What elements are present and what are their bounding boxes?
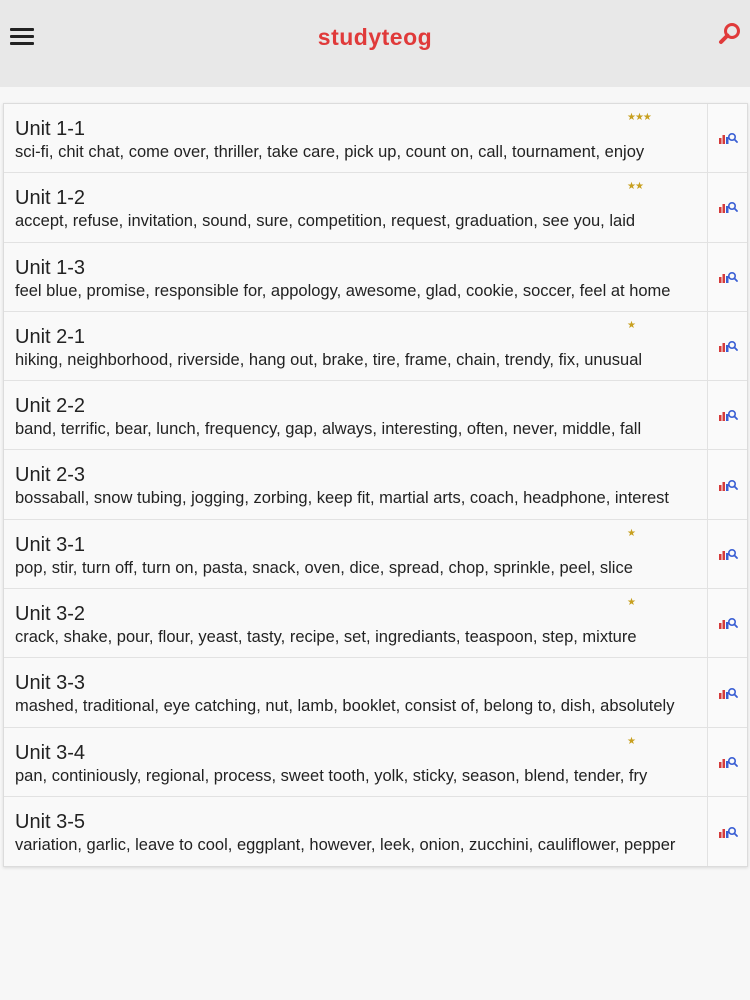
stats-search-icon[interactable] (707, 173, 747, 241)
unit-row-main[interactable] (4, 104, 709, 172)
difficulty-stars: ★ (627, 527, 635, 539)
unit-title: Unit 1-1 (15, 118, 86, 140)
stats-search-icon[interactable] (707, 589, 747, 657)
unit-row[interactable] (4, 312, 747, 381)
difficulty-stars: ★★ (627, 181, 643, 193)
unit-word-list: variation, garlic, leave to cool, eggplant, however, leek, onion, zucchini, cauliflower, pepper (15, 835, 676, 854)
unit-row-main[interactable] (4, 243, 709, 311)
unit-title: Unit 2-1 (15, 325, 86, 348)
stats-search-icon[interactable] (707, 658, 747, 726)
unit-row[interactable] (4, 589, 747, 658)
unit-row-main[interactable] (4, 797, 709, 866)
unit-row[interactable] (4, 797, 747, 866)
stats-search-icon[interactable] (707, 381, 747, 449)
unit-title: Unit 3-2 (15, 603, 86, 626)
unit-row[interactable] (4, 381, 747, 450)
stats-search-icon[interactable] (707, 450, 747, 518)
unit-title: Unit 3-3 (15, 672, 86, 695)
unit-row-main[interactable] (4, 658, 709, 726)
unit-row[interactable] (4, 728, 747, 797)
unit-row-main[interactable] (4, 312, 709, 380)
unit-word-list: bossaball, snow tubing, jogging, zorbing, keep fit, martial arts, coach, headphone, interest (15, 489, 669, 508)
unit-list (3, 103, 748, 867)
unit-word-list: feel blue, promise, responsible for, appology, awesome, glad, cookie, soccer, feel at home (15, 281, 671, 300)
unit-word-list: hiking, neighborhood, riverside, hang out, brake, tire, frame, chain, trendy, fix, unusual (15, 350, 643, 369)
unit-word-list: pop, stir, turn off, turn on, pasta, snack, oven, dice, spread, chop, sprinkle, peel, slice (15, 558, 633, 577)
difficulty-stars: ★ (627, 319, 635, 331)
unit-row-main[interactable] (4, 589, 709, 657)
unit-row[interactable] (4, 450, 747, 519)
app-header (0, 0, 750, 87)
difficulty-stars: ★ (627, 735, 635, 747)
unit-title: Unit 1-2 (15, 187, 86, 210)
unit-word-list: sci-fi, chit chat, come over, thriller, take care, pick up, count on, call, tournament, enjoy (15, 143, 645, 161)
unit-row-main[interactable] (4, 450, 709, 518)
stats-search-icon[interactable] (707, 243, 747, 311)
unit-row[interactable] (4, 173, 747, 242)
unit-row-main[interactable] (4, 520, 709, 588)
unit-row[interactable] (4, 658, 747, 727)
stats-search-icon[interactable] (707, 104, 747, 172)
search-icon[interactable] (716, 20, 744, 48)
unit-word-list: crack, shake, pour, flour, yeast, tasty, recipe, set, ingrediants, teaspoon, step, mixture (15, 628, 637, 647)
difficulty-stars: ★ (627, 597, 635, 609)
unit-row-main[interactable] (4, 381, 709, 449)
unit-word-list: mashed, traditional, eye catching, nut, lamb, booklet, consist of, belong to, dish, absolutely (15, 697, 675, 716)
unit-word-list: pan, continiously, regional, process, sweet tooth, yolk, sticky, season, blend, tender, fry (15, 766, 648, 785)
unit-word-list: accept, refuse, invitation, sound, sure, competition, request, graduation, see you, laid (15, 212, 636, 231)
unit-title: Unit 3-1 (15, 533, 86, 556)
unit-row[interactable] (4, 104, 747, 173)
unit-row[interactable] (4, 243, 747, 312)
stats-search-icon[interactable] (707, 520, 747, 588)
unit-title: Unit 2-2 (15, 395, 86, 418)
stats-search-icon[interactable] (707, 797, 747, 866)
unit-row[interactable] (4, 520, 747, 589)
unit-title: Unit 1-3 (15, 256, 86, 279)
stats-search-icon[interactable] (707, 312, 747, 380)
unit-title: Unit 2-3 (15, 464, 86, 487)
unit-word-list: band, terrific, bear, lunch, frequency, gap, always, interesting, often, never, middle, fall (15, 420, 642, 439)
unit-title: Unit 3-4 (15, 741, 86, 764)
stats-search-icon[interactable] (707, 728, 747, 796)
unit-row-main[interactable] (4, 173, 709, 241)
app-title: studyteog (317, 24, 433, 50)
difficulty-stars: ★★★ (627, 112, 651, 123)
unit-row-main[interactable] (4, 728, 709, 796)
unit-title: Unit 3-5 (15, 810, 86, 833)
